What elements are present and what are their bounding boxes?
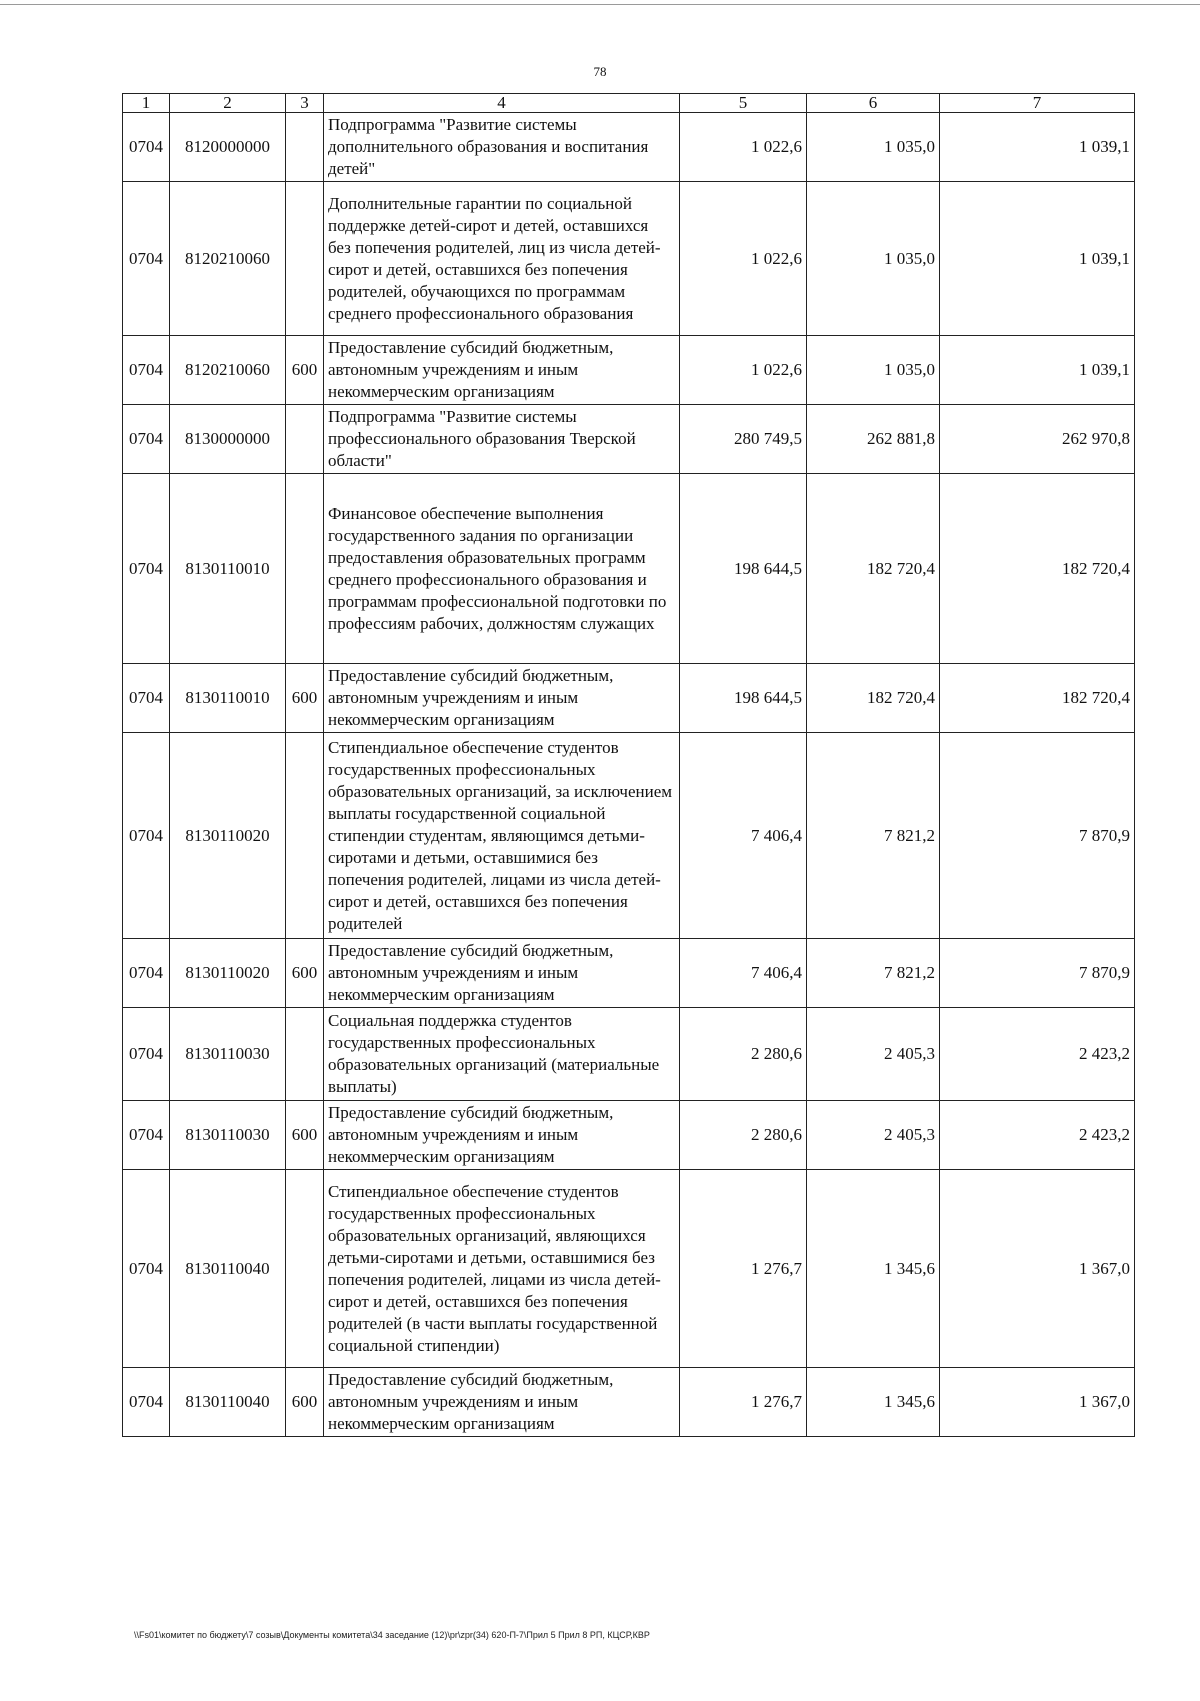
cell-amount-col5: 2 280,6: [680, 1008, 807, 1101]
cell-name: Предоставление субсидий бюджетным, автономным учреждениям и иным некоммерческим организациям: [324, 1101, 680, 1170]
cell-expense-type: [286, 474, 324, 664]
cell-amount-col7: 262 970,8: [940, 405, 1135, 474]
cell-amount-col7: 1 039,1: [940, 336, 1135, 405]
cell-amount-col5: 1 276,7: [680, 1368, 807, 1437]
cell-amount-col5: 198 644,5: [680, 474, 807, 664]
page-number: 78: [593, 64, 607, 79]
cell-target-code: 8130110020: [170, 939, 286, 1008]
table-row: [123, 1101, 1135, 1170]
cell-expense-type: 600: [286, 664, 324, 733]
cell-amount-col7: 2 423,2: [940, 1008, 1135, 1101]
cell-target-code: 8130110010: [170, 664, 286, 733]
cell-target-code: 8120210060: [170, 336, 286, 405]
table-row: [123, 405, 1135, 474]
column-header-5: 5: [680, 94, 807, 113]
table-header-row: [123, 94, 1135, 113]
table-row: [123, 1170, 1135, 1368]
cell-section: 0704: [123, 1170, 170, 1368]
footer-file-path: \\Fs01\комитет по бюджету\7 созыв\Документы комитета\34 заседание (12)\pr\zpr(34) 620-П-7\Прил 5 Прил 8 РП, КЦСР,КВР: [134, 1630, 650, 1640]
table-row: [123, 113, 1135, 182]
cell-section: 0704: [123, 1008, 170, 1101]
cell-section: 0704: [123, 336, 170, 405]
cell-section: 0704: [123, 1368, 170, 1437]
table-row: [123, 939, 1135, 1008]
cell-name: Предоставление субсидий бюджетным, автономным учреждениям и иным некоммерческим организациям: [324, 1368, 680, 1437]
cell-amount-col7: 1 039,1: [940, 113, 1135, 182]
cell-amount-col7: 2 423,2: [940, 1101, 1135, 1170]
cell-amount-col7: 1 367,0: [940, 1368, 1135, 1437]
cell-amount-col5: 1 276,7: [680, 1170, 807, 1368]
cell-target-code: 8130110020: [170, 733, 286, 939]
cell-amount-col6: 262 881,8: [807, 405, 940, 474]
cell-amount-col6: 1 035,0: [807, 113, 940, 182]
cell-section: 0704: [123, 113, 170, 182]
cell-amount-col6: 7 821,2: [807, 733, 940, 939]
cell-target-code: 8120000000: [170, 113, 286, 182]
cell-name: Стипендиальное обеспечение студентов государственных профессиональных образовательных организаций, являющихся детьми-сиротами и детьми, оставшимися без попечения родителей, лицами из числа детей-сирот и детей, оставшихся без попечения родителей (в части выплаты государственной социальной стипендии): [324, 1170, 680, 1368]
cell-target-code: 8130110040: [170, 1368, 286, 1437]
cell-amount-col5: 7 406,4: [680, 733, 807, 939]
cell-amount-col7: 1 039,1: [940, 182, 1135, 336]
cell-amount-col5: 1 022,6: [680, 336, 807, 405]
table-row: [123, 474, 1135, 664]
cell-name: Социальная поддержка студентов государственных профессиональных образовательных организаций (материальные выплаты): [324, 1008, 680, 1101]
cell-target-code: 8130000000: [170, 405, 286, 474]
cell-amount-col5: 280 749,5: [680, 405, 807, 474]
cell-amount-col6: 1 345,6: [807, 1170, 940, 1368]
cell-amount-col6: 1 035,0: [807, 182, 940, 336]
cell-amount-col7: 7 870,9: [940, 733, 1135, 939]
cell-name: Предоставление субсидий бюджетным, автономным учреждениям и иным некоммерческим организациям: [324, 664, 680, 733]
column-header-4: 4: [324, 94, 680, 113]
column-header-3: 3: [286, 94, 324, 113]
column-header-1: 1: [123, 94, 170, 113]
cell-section: 0704: [123, 939, 170, 1008]
cell-section: 0704: [123, 405, 170, 474]
cell-expense-type: [286, 405, 324, 474]
cell-expense-type: [286, 113, 324, 182]
cell-amount-col6: 2 405,3: [807, 1008, 940, 1101]
cell-amount-col6: 182 720,4: [807, 664, 940, 733]
cell-amount-col7: 1 367,0: [940, 1170, 1135, 1368]
cell-expense-type: [286, 733, 324, 939]
cell-expense-type: 600: [286, 939, 324, 1008]
cell-expense-type: [286, 182, 324, 336]
cell-amount-col6: 1 345,6: [807, 1368, 940, 1437]
cell-expense-type: 600: [286, 1368, 324, 1437]
cell-amount-col5: 198 644,5: [680, 664, 807, 733]
column-header-2: 2: [170, 94, 286, 113]
scan-top-rule: [0, 4, 1200, 5]
cell-name: Предоставление субсидий бюджетным, автономным учреждениям и иным некоммерческим организациям: [324, 939, 680, 1008]
cell-amount-col5: 1 022,6: [680, 113, 807, 182]
cell-amount-col5: 2 280,6: [680, 1101, 807, 1170]
cell-target-code: 8120210060: [170, 182, 286, 336]
cell-amount-col6: 1 035,0: [807, 336, 940, 405]
cell-expense-type: [286, 1008, 324, 1101]
column-header-7: 7: [940, 94, 1135, 113]
budget-table: [122, 93, 1135, 1437]
cell-amount-col7: 7 870,9: [940, 939, 1135, 1008]
cell-section: 0704: [123, 1101, 170, 1170]
cell-name: Стипендиальное обеспечение студентов государственных профессиональных образовательных организаций, за исключением выплаты государственной социальной стипендии студентам, являющимся детьми-сиротами и детьми, оставшимися без попечения родителей, лицами из числа детей-сирот и детей, оставшихся без попечения родителей: [324, 733, 680, 939]
cell-section: 0704: [123, 733, 170, 939]
cell-amount-col6: 182 720,4: [807, 474, 940, 664]
cell-expense-type: [286, 1170, 324, 1368]
cell-target-code: 8130110040: [170, 1170, 286, 1368]
cell-section: 0704: [123, 182, 170, 336]
cell-name: Финансовое обеспечение выполнения государственного задания по организации предоставления образовательных программ среднего профессионального образования и программам профессиональной подготовки по профессиям рабочих, должностям служащих: [324, 474, 680, 664]
cell-amount-col7: 182 720,4: [940, 664, 1135, 733]
cell-name: Дополнительные гарантии по социальной поддержке детей-сирот и детей, оставшихся без попечения родителей, лиц из числа детей-сирот и детей, оставшихся без попечения родителей, обучающихся по программам среднего профессионального образования: [324, 182, 680, 336]
cell-target-code: 8130110010: [170, 474, 286, 664]
cell-name: Подпрограмма "Развитие системы профессионального образования Тверской области": [324, 405, 680, 474]
table-row: [123, 664, 1135, 733]
table-row: [123, 733, 1135, 939]
table-row: [123, 336, 1135, 405]
table-row: [123, 1368, 1135, 1437]
column-header-6: 6: [807, 94, 940, 113]
cell-amount-col5: 1 022,6: [680, 182, 807, 336]
cell-section: 0704: [123, 474, 170, 664]
cell-name: Предоставление субсидий бюджетным, автономным учреждениям и иным некоммерческим организациям: [324, 336, 680, 405]
cell-amount-col6: 2 405,3: [807, 1101, 940, 1170]
cell-amount-col7: 182 720,4: [940, 474, 1135, 664]
cell-target-code: 8130110030: [170, 1008, 286, 1101]
cell-name: Подпрограмма "Развитие системы дополнительного образования и воспитания детей": [324, 113, 680, 182]
cell-section: 0704: [123, 664, 170, 733]
cell-amount-col6: 7 821,2: [807, 939, 940, 1008]
table-row: [123, 1008, 1135, 1101]
cell-expense-type: 600: [286, 1101, 324, 1170]
cell-target-code: 8130110030: [170, 1101, 286, 1170]
table-row: [123, 182, 1135, 336]
cell-expense-type: 600: [286, 336, 324, 405]
cell-amount-col5: 7 406,4: [680, 939, 807, 1008]
